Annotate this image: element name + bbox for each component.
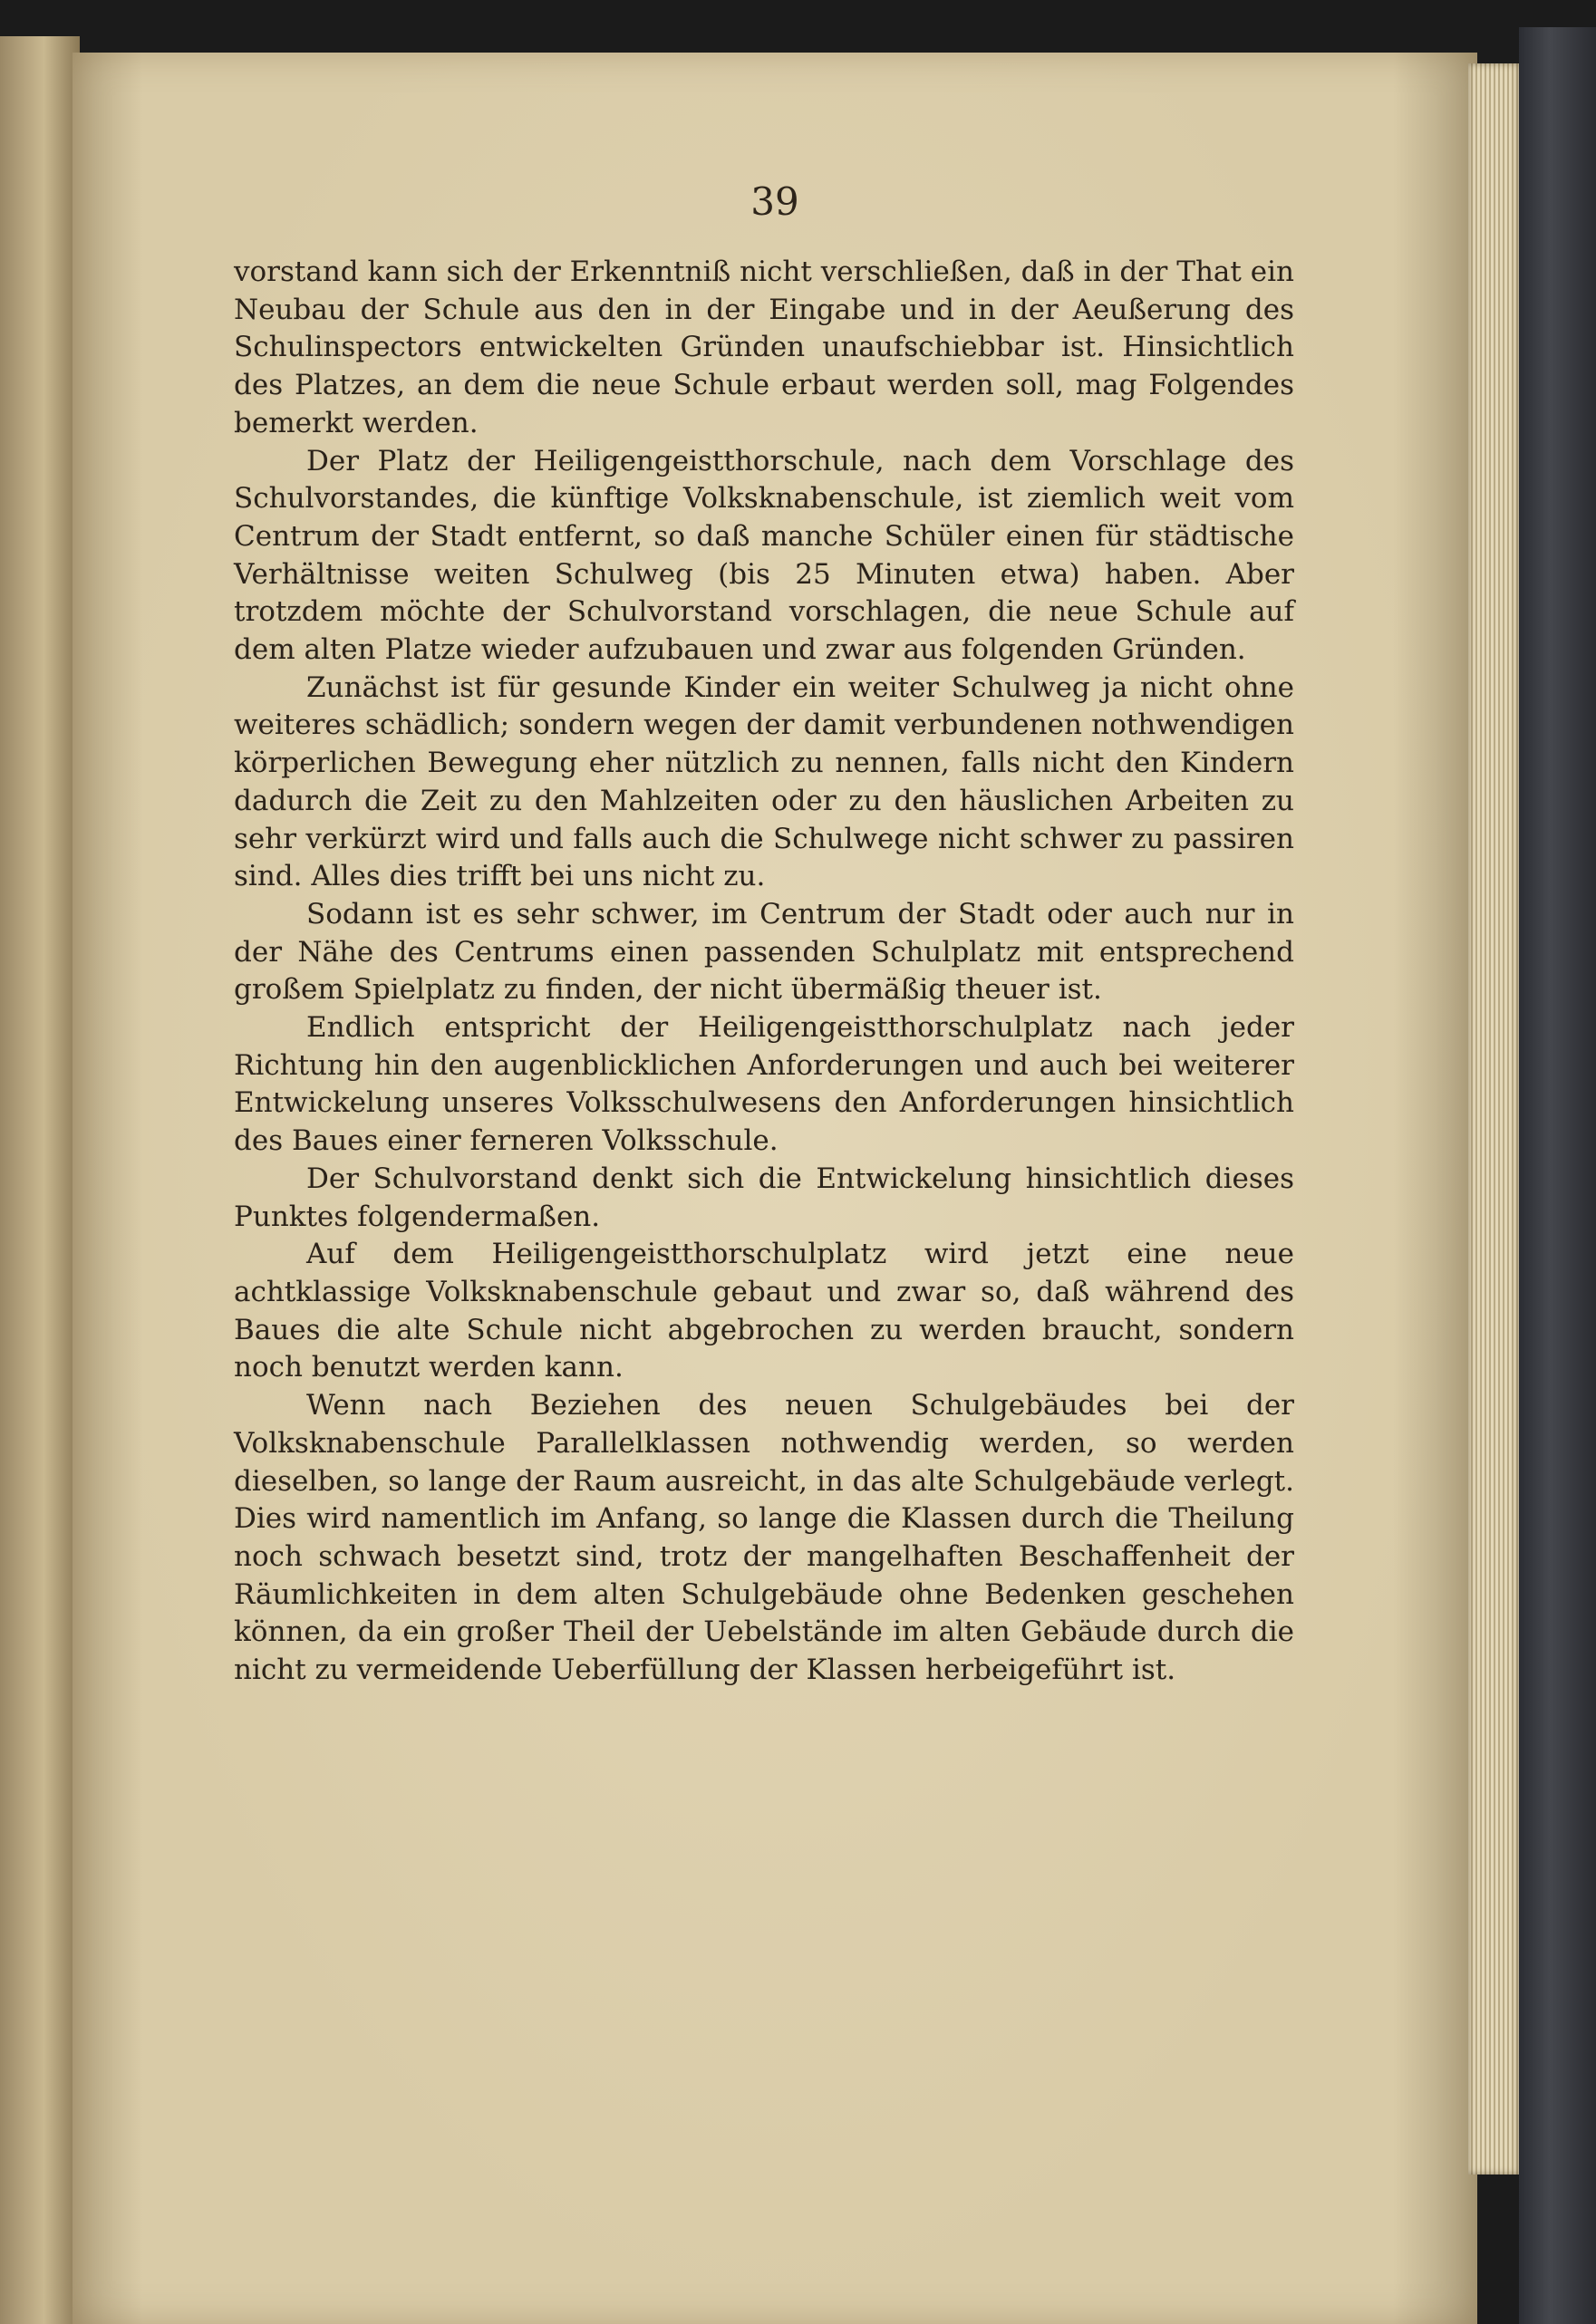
paragraph: vorstand kann sich der Erkenntniß nicht verschließen, daß in der That ein Neubau der Schule aus den in der Eingabe und in der Aeußerung des Schulinspectors entwickelten Gründen unaufschiebbar ist. Hinsichtlich des Platzes, an dem die neue Schule erbaut werden soll, mag Folgendes bemerkt werden. [234, 256, 1294, 439]
page-number: 39 [750, 179, 799, 224]
left-page-edge [0, 36, 80, 2324]
page-body-text [234, 254, 1294, 1690]
book-cover-edge [1519, 27, 1596, 2324]
paragraph: Der Platz der Heiligengeistthorschule, nach dem Vorschlage des Schulvorstandes, die künftige Volksknabenschule, ist ziemlich weit vom Centrum der Stadt entfernt, so daß manche Schüler einen für städtische Verhältnisse weiten Schulweg (bis 25 Minuten etwa) haben. Aber trotzdem möchte der Schulvorstand vorschlagen, die neue Schule auf dem alten Platze wieder aufzubauen und zwar aus folgenden Gründen. [234, 444, 1294, 667]
paragraph: Sodann ist es sehr schwer, im Centrum der Stadt oder auch nur in der Nähe des Centrums einen passenden Schulplatz mit entsprechend großem Spielplatz zu finden, der nicht übermäßig theuer ist. [234, 897, 1294, 1007]
paragraph: Endlich entspricht der Heiligengeistthorschulplatz nach jeder Richtung hin den augenblicklichen Anforderungen und auch bei weiterer Entwickelung unseres Volksschulwesens den Anforderungen hinsichtlich des Baues einer ferneren Volksschule. [234, 1011, 1294, 1158]
paragraph: Zunächst ist für gesunde Kinder ein weiter Schulweg ja nicht ohne weiteres schädlich; sondern wegen der damit verbundenen nothwendigen körperlichen Bewegung eher nützlich zu nennen, falls nicht den Kindern dadurch die Zeit zu den Mahlzeiten oder zu den häuslichen Arbeiten zu sehr verkürzt wird und falls auch die Schulwege nicht schwer zu passiren sind. Alles dies trifft bei uns nicht zu. [234, 670, 1294, 893]
page-stack-edge [1468, 63, 1519, 2175]
paragraph: Wenn nach Beziehen des neuen Schulgebäudes bei der Volksknabenschule Parallelklassen nothwendig werden, so werden dieselben, so lange der Raum ausreicht, in das alte Schulgebäude verlegt. Dies wird namentlich im Anfang, so lange die Klassen durch die Theilung noch schwach besetzt sind, trotz der mangelhaften Beschaffenheit der Räumlichkeiten in dem alten Schulgebäude ohne Bedenken geschehen können, da ein großer Theil der Uebelstände im alten Gebäude durch die nicht zu vermeidende Ueberfüllung der Klassen herbeigeführt ist. [234, 1389, 1294, 1687]
paragraph: Auf dem Heiligengeistthorschulplatz wird jetzt eine neue achtklassige Volksknabenschule gebaut und zwar so, daß während des Baues die alte Schule nicht abgebrochen zu werden braucht, sondern noch benutzt werden kann. [234, 1238, 1294, 1384]
book-page [73, 53, 1477, 2324]
paragraph: Der Schulvorstand denkt sich die Entwickelung hinsichtlich dieses Punktes folgendermaßen. [234, 1162, 1294, 1233]
